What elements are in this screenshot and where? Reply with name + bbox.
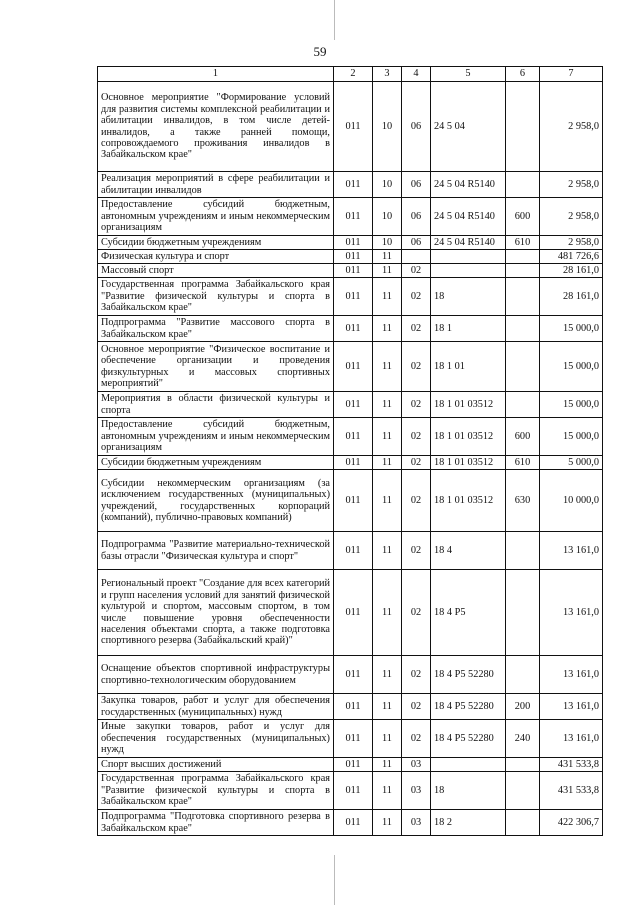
row-amount: 2 958,0: [540, 82, 603, 172]
row-ministry-code: 011: [334, 772, 373, 810]
row-expense-type-code: 610: [506, 236, 540, 250]
row-section-code: 11: [373, 418, 402, 456]
row-section-code: 11: [373, 570, 402, 656]
row-expense-type-code: [506, 264, 540, 278]
row-amount: 481 726,6: [540, 250, 603, 264]
row-expense-type-code: [506, 82, 540, 172]
row-subsection-code: 02: [402, 470, 431, 532]
row-subsection-code: 06: [402, 198, 431, 236]
row-target-code: 18 4 P5 52280: [431, 720, 506, 758]
row-expense-type-code: [506, 172, 540, 198]
row-expense-type-code: 240: [506, 720, 540, 758]
row-target-code: 24 5 04 R5140: [431, 236, 506, 250]
row-subsection-code: 06: [402, 236, 431, 250]
row-ministry-code: 011: [334, 342, 373, 392]
row-name: Государственная программа Забайкальского края "Развитие физической культуры и спорта в Забайкальском крае": [98, 278, 334, 316]
row-subsection-code: 02: [402, 316, 431, 342]
header-row: [98, 67, 603, 82]
table-row: [98, 470, 603, 532]
table-row: [98, 570, 603, 656]
row-section-code: 10: [373, 198, 402, 236]
table-row: [98, 772, 603, 810]
row-target-code: [431, 758, 506, 772]
row-expense-type-code: 610: [506, 456, 540, 470]
row-target-code: 18 4 P5 52280: [431, 694, 506, 720]
row-ministry-code: 011: [334, 810, 373, 836]
scan-margin-line: [334, 855, 335, 905]
row-section-code: 11: [373, 392, 402, 418]
table-row: [98, 264, 603, 278]
row-name: Субсидии бюджетным учреждениям: [98, 236, 334, 250]
row-ministry-code: 011: [334, 694, 373, 720]
row-amount: 2 958,0: [540, 236, 603, 250]
table-body: [98, 82, 603, 836]
row-subsection-code: 02: [402, 532, 431, 570]
row-ministry-code: 011: [334, 198, 373, 236]
row-target-code: 18 1 01 03512: [431, 456, 506, 470]
row-name: Подпрограмма "Подготовка спортивного резерва в Забайкальском крае": [98, 810, 334, 836]
row-section-code: 11: [373, 694, 402, 720]
row-subsection-code: 03: [402, 810, 431, 836]
row-amount: 422 306,7: [540, 810, 603, 836]
row-expense-type-code: [506, 278, 540, 316]
row-section-code: 10: [373, 172, 402, 198]
row-subsection-code: 02: [402, 720, 431, 758]
row-amount: 28 161,0: [540, 278, 603, 316]
row-ministry-code: 011: [334, 172, 373, 198]
row-section-code: 11: [373, 532, 402, 570]
row-ministry-code: 011: [334, 720, 373, 758]
row-expense-type-code: [506, 772, 540, 810]
column-header: 6: [506, 67, 540, 82]
row-amount: 15 000,0: [540, 342, 603, 392]
column-header: 3: [373, 67, 402, 82]
row-ministry-code: 011: [334, 570, 373, 656]
row-subsection-code: 02: [402, 342, 431, 392]
row-ministry-code: 011: [334, 532, 373, 570]
row-subsection-code: [402, 250, 431, 264]
row-name: Предоставление субсидий бюджетным, автономным учреждениям и иным некоммерческим организациям: [98, 198, 334, 236]
row-name: Иные закупки товаров, работ и услуг для обеспечения государственных (муниципальных) нужд: [98, 720, 334, 758]
table-row: [98, 532, 603, 570]
row-subsection-code: 02: [402, 418, 431, 456]
row-section-code: 11: [373, 456, 402, 470]
row-ministry-code: 011: [334, 456, 373, 470]
row-name: Субсидии некоммерческим организациям (за исключением государственных (муниципальных) учреждений, государственных корпораций (компаний), публично-правовых компаний): [98, 470, 334, 532]
row-target-code: 18 2: [431, 810, 506, 836]
table-row: [98, 316, 603, 342]
table-row: [98, 656, 603, 694]
row-name: Подпрограмма "Развитие материально-технической базы отрасли "Физическая культура и спорт": [98, 532, 334, 570]
row-section-code: 11: [373, 250, 402, 264]
table-row: [98, 694, 603, 720]
row-ministry-code: 011: [334, 418, 373, 456]
row-section-code: 11: [373, 656, 402, 694]
row-ministry-code: 011: [334, 392, 373, 418]
scan-margin-line: [334, 0, 335, 40]
table-row: [98, 82, 603, 172]
row-expense-type-code: 600: [506, 198, 540, 236]
row-section-code: 10: [373, 82, 402, 172]
row-target-code: 18 1 01 03512: [431, 418, 506, 456]
row-amount: 13 161,0: [540, 656, 603, 694]
row-subsection-code: 03: [402, 772, 431, 810]
row-expense-type-code: 630: [506, 470, 540, 532]
row-subsection-code: 02: [402, 392, 431, 418]
row-expense-type-code: [506, 532, 540, 570]
row-amount: 13 161,0: [540, 720, 603, 758]
table-row: [98, 236, 603, 250]
row-subsection-code: 03: [402, 758, 431, 772]
row-target-code: 18 4 P5 52280: [431, 656, 506, 694]
row-amount: 15 000,0: [540, 418, 603, 456]
row-name: Основное мероприятие "Формирование условий для развития системы комплексной реабилитации и абилитации инвалидов, в том числе детей-инвалидов, а также ранней помощи, сопровождаемого проживания инвалидов в Забайкальском крае": [98, 82, 334, 172]
row-target-code: 24 5 04 R5140: [431, 172, 506, 198]
table-row: [98, 758, 603, 772]
table-row: [98, 250, 603, 264]
table-header: [98, 67, 603, 82]
row-expense-type-code: 200: [506, 694, 540, 720]
row-amount: 2 958,0: [540, 172, 603, 198]
row-expense-type-code: [506, 342, 540, 392]
row-section-code: 11: [373, 470, 402, 532]
row-ministry-code: 011: [334, 758, 373, 772]
row-amount: 431 533,8: [540, 758, 603, 772]
row-name: Подпрограмма "Развитие массового спорта в Забайкальском крае": [98, 316, 334, 342]
row-target-code: 24 5 04: [431, 82, 506, 172]
row-section-code: 11: [373, 264, 402, 278]
row-ministry-code: 011: [334, 250, 373, 264]
row-subsection-code: 02: [402, 694, 431, 720]
row-name: Физическая культура и спорт: [98, 250, 334, 264]
row-name: Закупка товаров, работ и услуг для обеспечения государственных (муниципальных) нужд: [98, 694, 334, 720]
row-ministry-code: 011: [334, 278, 373, 316]
budget-table: [97, 66, 603, 836]
column-header: 1: [98, 67, 334, 82]
row-expense-type-code: [506, 392, 540, 418]
row-name: Спорт высших достижений: [98, 758, 334, 772]
row-subsection-code: 02: [402, 264, 431, 278]
table-row: [98, 810, 603, 836]
row-target-code: [431, 264, 506, 278]
row-target-code: 18 1: [431, 316, 506, 342]
row-ministry-code: 011: [334, 656, 373, 694]
row-amount: 13 161,0: [540, 570, 603, 656]
row-ministry-code: 011: [334, 82, 373, 172]
row-section-code: 11: [373, 810, 402, 836]
row-ministry-code: 011: [334, 264, 373, 278]
table-row: [98, 418, 603, 456]
row-amount: 10 000,0: [540, 470, 603, 532]
row-section-code: 10: [373, 236, 402, 250]
row-name: Основное мероприятие "Физическое воспитание и обеспечение организации и проведения физкультурных и массовых спортивных мероприятий": [98, 342, 334, 392]
row-name: Мероприятия в области физической культуры и спорта: [98, 392, 334, 418]
row-section-code: 11: [373, 772, 402, 810]
row-target-code: [431, 250, 506, 264]
row-section-code: 11: [373, 720, 402, 758]
row-name: Региональный проект "Создание для всех категорий и групп населения условий для занятий физической культурой и спортом, массовым спортом, в том числе повышение уровня обеспеченности населения объектами спорта, а также подготовка спортивного резерва (Забайкальский край)": [98, 570, 334, 656]
page-number: 59: [313, 44, 327, 59]
table-row: [98, 342, 603, 392]
table-row: [98, 198, 603, 236]
row-amount: 2 958,0: [540, 198, 603, 236]
row-subsection-code: 02: [402, 278, 431, 316]
row-amount: 13 161,0: [540, 694, 603, 720]
row-section-code: 11: [373, 758, 402, 772]
row-subsection-code: 06: [402, 82, 431, 172]
row-target-code: 18 4 P5: [431, 570, 506, 656]
row-subsection-code: 06: [402, 172, 431, 198]
row-section-code: 11: [373, 342, 402, 392]
row-name: Реализация мероприятий в сфере реабилитации и абилитации инвалидов: [98, 172, 334, 198]
row-ministry-code: 011: [334, 470, 373, 532]
table-row: [98, 456, 603, 470]
table-row: [98, 392, 603, 418]
row-target-code: 18 4: [431, 532, 506, 570]
column-header: 7: [540, 67, 603, 82]
row-target-code: 18 1 01 03512: [431, 470, 506, 532]
row-ministry-code: 011: [334, 316, 373, 342]
row-target-code: 18: [431, 772, 506, 810]
row-expense-type-code: [506, 758, 540, 772]
row-target-code: 18: [431, 278, 506, 316]
row-amount: 28 161,0: [540, 264, 603, 278]
table-row: [98, 720, 603, 758]
row-target-code: 18 1 01: [431, 342, 506, 392]
table-row: [98, 172, 603, 198]
row-name: Субсидии бюджетным учреждениям: [98, 456, 334, 470]
row-name: Предоставление субсидий бюджетным, автономным учреждениям и иным некоммерческим организациям: [98, 418, 334, 456]
row-subsection-code: 02: [402, 456, 431, 470]
row-expense-type-code: [506, 656, 540, 694]
row-expense-type-code: [506, 316, 540, 342]
row-section-code: 11: [373, 316, 402, 342]
column-header: 2: [334, 67, 373, 82]
table-row: [98, 278, 603, 316]
row-subsection-code: 02: [402, 656, 431, 694]
row-name: Оснащение объектов спортивной инфраструктуры спортивно-технологическим оборудованием: [98, 656, 334, 694]
row-expense-type-code: 600: [506, 418, 540, 456]
column-header: 4: [402, 67, 431, 82]
row-subsection-code: 02: [402, 570, 431, 656]
row-amount: 431 533,8: [540, 772, 603, 810]
row-expense-type-code: [506, 570, 540, 656]
row-ministry-code: 011: [334, 236, 373, 250]
row-amount: 13 161,0: [540, 532, 603, 570]
row-expense-type-code: [506, 250, 540, 264]
row-amount: 5 000,0: [540, 456, 603, 470]
row-name: Государственная программа Забайкальского края "Развитие физической культуры и спорта в Забайкальском крае": [98, 772, 334, 810]
row-expense-type-code: [506, 810, 540, 836]
row-amount: 15 000,0: [540, 316, 603, 342]
row-target-code: 18 1 01 03512: [431, 392, 506, 418]
row-target-code: 24 5 04 R5140: [431, 198, 506, 236]
row-amount: 15 000,0: [540, 392, 603, 418]
row-name: Массовый спорт: [98, 264, 334, 278]
column-header: 5: [431, 67, 506, 82]
row-section-code: 11: [373, 278, 402, 316]
